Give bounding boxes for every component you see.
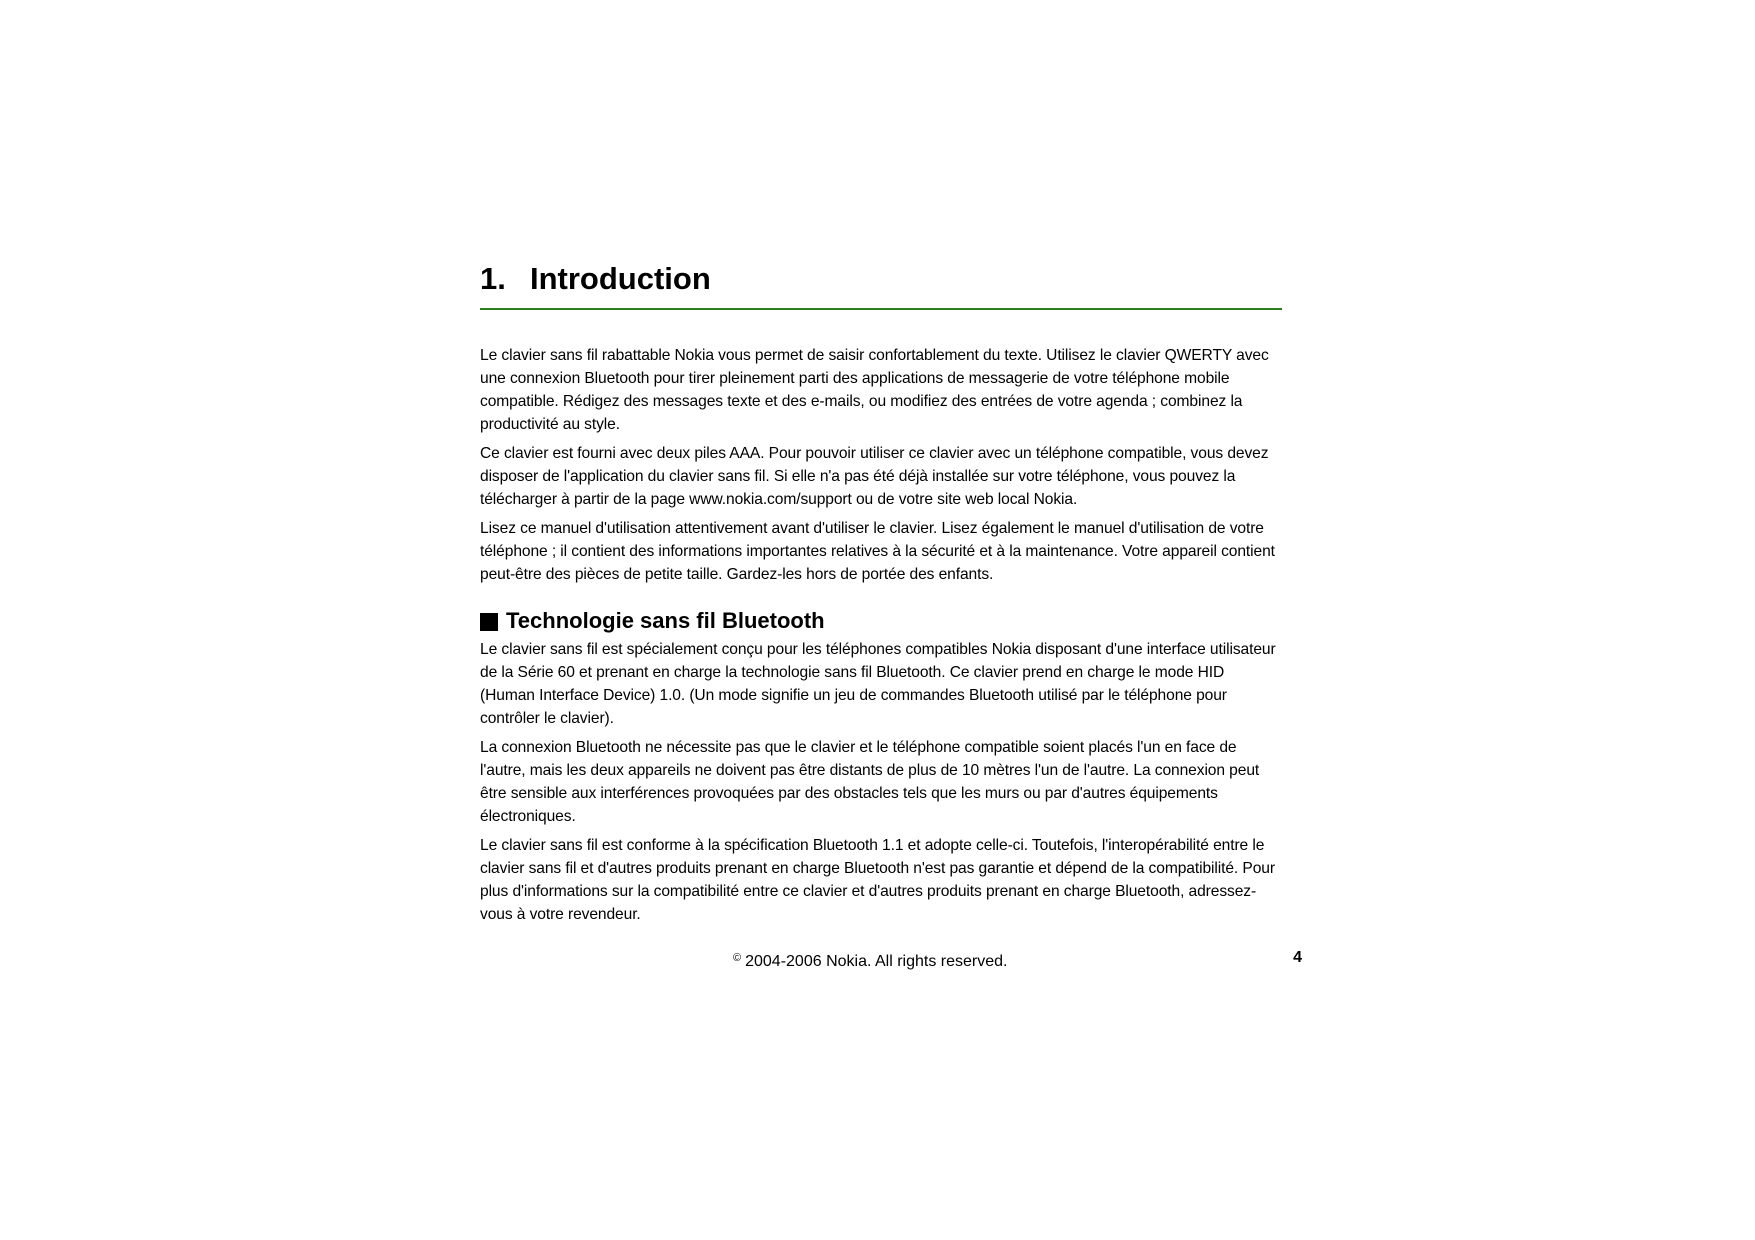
copyright-symbol: © — [733, 952, 742, 964]
section-title: Technologie sans fil Bluetooth — [506, 608, 825, 633]
section-paragraph-1: Le clavier sans fil est spécialement conçu pour les téléphones compatibles Nokia disposant d'une interface utilisateur de la Série 60 et prenant en charge la technologie sans fil Bluetooth. Ce clavier prend en charge le mode HID (Human Interface Device) 1.0. (Un mode signifie un jeu de commandes Bluetooth utilisé par le téléphone pour contrôler le clavier). — [480, 641, 1276, 727]
page-number: 4 — [1293, 949, 1302, 966]
intro-paragraphs — [480, 344, 1282, 586]
copyright-text: 2004-2006 Nokia. All rights reserved. — [745, 953, 1008, 970]
intro-paragraph-2: Ce clavier est fourni avec deux piles AAA. Pour pouvoir utiliser ce clavier avec un téléphone compatible, vous devez disposer de l'application du clavier sans fil. Si elle n'a pas été déjà installée sur votre téléphone, vous pouvez la télécharger à partir de la page www.nokia.com/support ou de votre site web local Nokia. — [480, 445, 1269, 508]
chapter-title — [480, 258, 1282, 310]
page-footer — [480, 946, 1302, 970]
chapter-number: 1. — [480, 261, 506, 296]
section-paragraph-2: La connexion Bluetooth ne nécessite pas que le clavier et le téléphone compatible soient placés l'un en face de l'autre, mais les deux appareils ne doivent pas être distants de plus de 10 mètres l'un de l'autre. La connexion peut être sensible aux interférences provoquées par des obstacles tels que les murs ou par d'autres équipements électroniques. — [480, 739, 1260, 825]
chapter-title-text: Introduction — [530, 261, 711, 296]
square-bullet-icon — [480, 613, 498, 631]
section-paragraphs — [480, 638, 1282, 926]
page-content — [480, 258, 1282, 932]
intro-paragraph-1: Le clavier sans fil rabattable Nokia vous permet de saisir confortablement du texte. Utilisez le clavier QWERTY avec une connexion Bluetooth pour tirer pleinement parti des applications de messagerie de votre téléphone mobile compatible. Rédigez des messages texte et des e-mails, ou modifiez des entrées de votre agenda ; combinez la productivité au style. — [480, 347, 1269, 433]
intro-paragraph-3: Lisez ce manuel d'utilisation attentivement avant d'utiliser le clavier. Lisez également le manuel d'utilisation de votre téléphone ; il contient des informations importantes relatives à la sécurité et à la maintenance. Votre appareil contient peut-être des pièces de petite taille. Gardez-les hors de portée des enfants. — [480, 520, 1275, 583]
copyright-notice — [733, 946, 1007, 974]
section-paragraph-3: Le clavier sans fil est conforme à la spécification Bluetooth 1.1 et adopte celle-ci. Toutefois, l'interopérabilité entre le clavier sans fil et d'autres produits prenant en charge Bluetooth n'est pas garantie et dépend de la compatibilité. Pour plus d'informations sur la compatibilité entre ce clavier et d'autres produits prenant en charge Bluetooth, adressez-vous à votre revendeur. — [480, 837, 1275, 923]
section-heading — [480, 606, 1282, 636]
